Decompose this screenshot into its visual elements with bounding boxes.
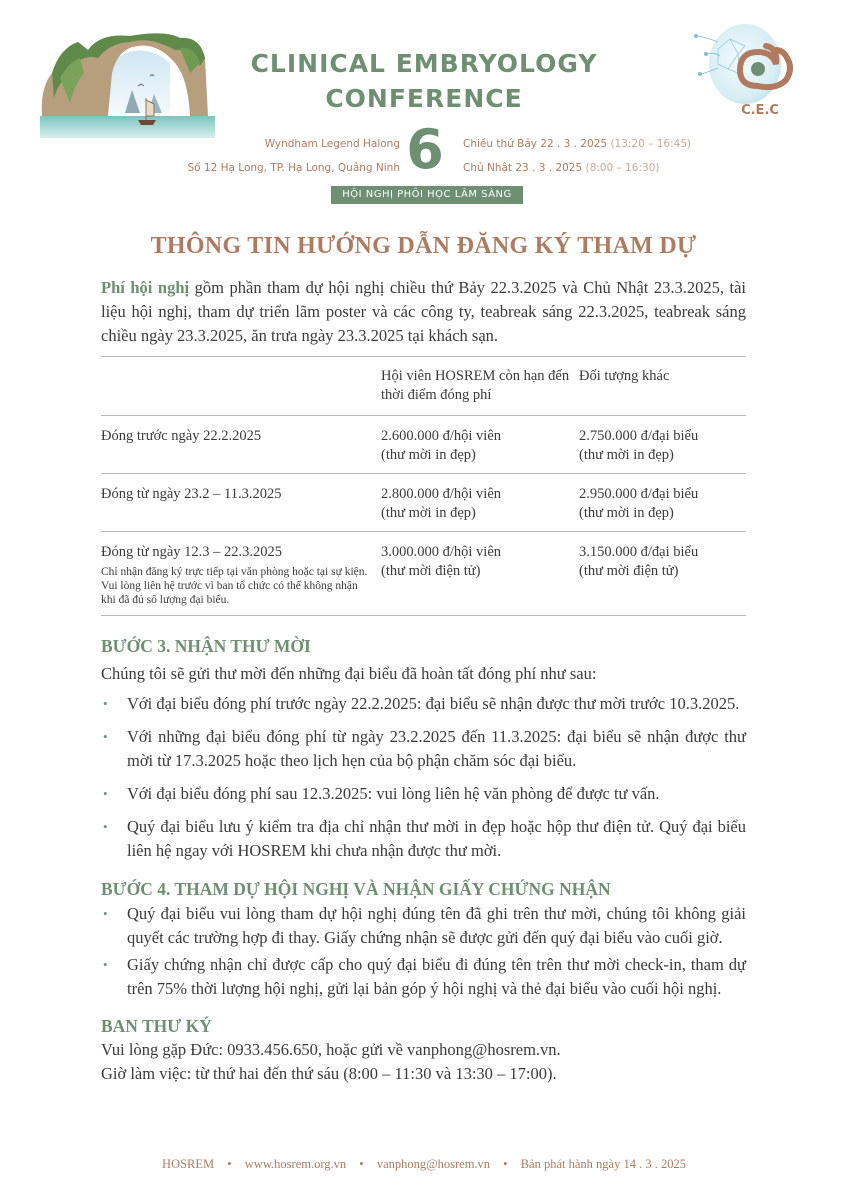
secretariat-contact: Vui lòng gặp Đức: 0933.456.650, hoặc gửi về vanphong@hosrem.vn. [101, 1040, 561, 1059]
other-invite-type: (thư mời điện tử) [579, 563, 679, 579]
period-label: Đóng trước ngày 22.2.2025 [101, 428, 262, 444]
list-item-text: Với đại biểu đóng phí sau 12.3.2025: vui lòng liên hệ văn phòng để được tư vấn. [127, 784, 660, 803]
footer-website-link[interactable]: www.hosrem.org.vn [244, 1157, 347, 1171]
list-item-text: Với những đại biểu đóng phí từ ngày 23.2.2025 đến 11.3.2025: đại biểu sẽ nhận được thư mời từ 17.3.2025 hoặc theo lịch hẹn của bộ phận chăm sóc đại biểu. [127, 727, 746, 770]
halong-bay-illustration-icon [40, 28, 215, 138]
member-price: 2.800.000 đ/hội viên [381, 486, 502, 502]
svg-text:C.E.C: C.E.C [741, 103, 779, 118]
member-price-cell [381, 532, 579, 616]
secretariat-hours: Giờ làm việc: từ thứ hai đến thứ sáu (8:00 – 11:30 và 13:30 – 17:00). [101, 1064, 557, 1083]
step4-heading: BƯỚC 4. THAM DỰ HỘI NGHỊ VÀ NHẬN GIẤY CHỨNG NHẬN [101, 879, 611, 899]
date-line-2 [463, 156, 691, 180]
title-line-1: CLINICAL EMBRYOLOGY [250, 49, 598, 78]
event-dates [463, 132, 691, 180]
table-header-row [101, 357, 746, 416]
period-cell [101, 532, 381, 616]
date-1: Chiều thứ Bảy 22 . 3 . 2025 [463, 138, 608, 150]
bullet-icon: • [103, 786, 108, 801]
step3-intro: Chúng tôi sẽ gửi thư mời đến những đại biểu đã hoàn tất đóng phí như sau: [101, 664, 597, 683]
member-price: 3.000.000 đ/hội viên [381, 544, 502, 560]
page-footer [0, 1155, 848, 1173]
step3-heading: BƯỚC 3. NHẬN THƯ MỜI [101, 636, 311, 656]
step4-list [101, 902, 746, 1001]
fee-intro-text: gồm phần tham dự hội nghị chiều thứ Bảy 22.3.2025 và Chủ Nhật 23.3.2025, tài liệu hội nghị, tham dự triển lãm poster và các công ty, teabreak sáng 22.3.2025, teabreak sáng chiều ngày 23.3.2025, ăn trưa ngày 23.3.2025 tại khách sạn. [101, 278, 746, 345]
venue-name: Wyndham Legend Halong [264, 138, 400, 150]
cec-logo-icon [690, 24, 810, 124]
member-price-cell [381, 474, 579, 532]
date-2-time: (8:00 – 16:30) [585, 162, 660, 174]
member-price-cell [381, 416, 579, 474]
other-price-cell [579, 416, 746, 474]
list-item [101, 815, 746, 863]
bullet-icon: • [103, 906, 108, 921]
secretariat-heading: BAN THƯ KÝ [101, 1016, 212, 1036]
period-label: Đóng từ ngày 12.3 – 22.3.2025 [101, 544, 283, 560]
footer-release-date: Bản phát hành ngày 14 . 3 . 2025 [520, 1157, 686, 1171]
table-row [101, 474, 746, 532]
other-invite-type: (thư mời in đẹp) [579, 447, 674, 463]
other-price-cell [579, 532, 746, 616]
list-item-text: Với đại biểu đóng phí trước ngày 22.2.2025: đại biểu sẽ nhận được thư mời trước 10.3.2025. [127, 694, 740, 713]
period-cell [101, 474, 381, 532]
period-cell [101, 416, 381, 474]
conference-title [200, 46, 648, 116]
footer-separator: • [503, 1157, 508, 1171]
fee-intro-lead: Phí hội nghị [101, 278, 190, 297]
bullet-icon: • [103, 729, 108, 744]
table-header-period [101, 357, 381, 416]
member-invite-type: (thư mời in đẹp) [381, 505, 476, 521]
list-item [101, 725, 746, 773]
other-price: 2.950.000 đ/đại biểu [579, 486, 699, 502]
fees-table [101, 356, 746, 616]
list-item [101, 692, 746, 716]
step3-list [101, 692, 746, 863]
subtitle-badge: HỘI NGHỊ PHÔI HỌC LÂM SÀNG [331, 186, 523, 204]
date-line-1 [463, 132, 691, 156]
member-price: 2.600.000 đ/hội viên [381, 428, 502, 444]
other-price: 2.750.000 đ/đại biểu [579, 428, 699, 444]
period-label: Đóng từ ngày 23.2 – 11.3.2025 [101, 486, 282, 502]
edition-number: 6 [406, 118, 444, 181]
other-invite-type: (thư mời in đẹp) [579, 505, 674, 521]
title-line-2: CONFERENCE [325, 84, 523, 113]
main-content [101, 228, 746, 1086]
page-title: THÔNG TIN HƯỚNG DẪN ĐĂNG KÝ THAM DỰ [150, 233, 697, 259]
venue-info [187, 132, 400, 180]
list-item-text: Quý đại biểu lưu ý kiểm tra địa chỉ nhận thư mời in đẹp hoặc hộp thư điện tử. Quý đại biểu liên hệ ngay với HOSREM khi chưa nhận được thư mời. [127, 817, 746, 860]
list-item-text: Giấy chứng nhận chỉ được cấp cho quý đại biểu đi đúng tên trên thư mời check-in, tham dự trên 75% thời lượng hội nghị, gửi lại bản góp ý hội nghị và thẻ đại biểu vào cuối hội nghị. [127, 955, 746, 998]
footer-org: HOSREM [162, 1157, 215, 1171]
list-item [101, 902, 746, 950]
fee-intro [101, 276, 746, 348]
table-header-member: Hội viên HOSREM còn hạn đến thời điểm đóng phí [381, 368, 570, 403]
footer-separator: • [227, 1157, 232, 1171]
date-2: Chủ Nhật 23 . 3 . 2025 [463, 162, 583, 174]
bullet-icon: • [103, 696, 108, 711]
other-price-cell [579, 474, 746, 532]
venue-address: Số 12 Hạ Long, TP. Hạ Long, Quảng Ninh [187, 162, 400, 174]
other-price: 3.150.000 đ/đại biểu [579, 544, 699, 560]
bullet-icon: • [103, 819, 108, 834]
list-item-text: Quý đại biểu vui lòng tham dự hội nghị đúng tên đã ghi trên thư mời, chúng tôi không giải quyết các trường hợp đi thay. Giấy chứng nhận sẽ được gửi đến quý đại biểu vào cuối giờ. [127, 904, 746, 947]
conference-header [0, 0, 848, 215]
footer-separator: • [359, 1157, 364, 1171]
list-item [101, 782, 746, 806]
footer-email-link[interactable]: vanphong@hosrem.vn [376, 1157, 491, 1171]
period-note: Chỉ nhận đăng ký trực tiếp tại văn phòng hoặc tại sự kiện. Vui lòng liên hệ trước vì ban tổ chức có thể không nhận khi đã đủ số lượng đại biểu. [101, 566, 368, 606]
list-item [101, 953, 746, 1001]
table-row [101, 416, 746, 474]
table-row [101, 532, 746, 616]
bullet-icon: • [103, 957, 108, 972]
member-invite-type: (thư mời điện tử) [381, 563, 481, 579]
member-invite-type: (thư mời in đẹp) [381, 447, 476, 463]
date-1-time: (13:20 – 16:45) [610, 138, 692, 150]
table-header-other: Đối tượng khác [579, 368, 670, 384]
